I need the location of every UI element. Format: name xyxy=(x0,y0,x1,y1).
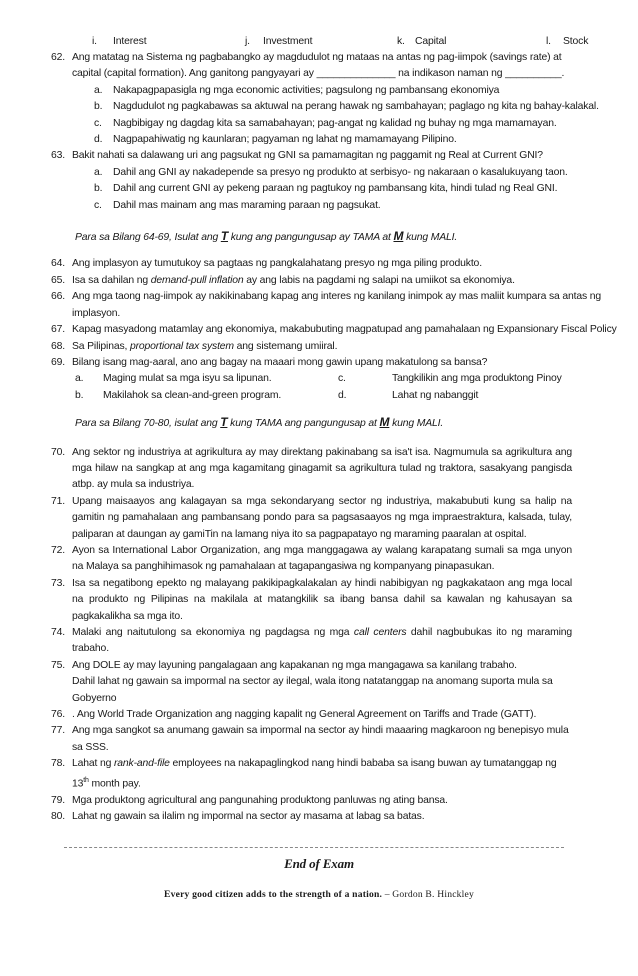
question-term: demand-pull inflation xyxy=(150,274,244,286)
question-63 xyxy=(0,148,638,164)
choice-l-text: Stock xyxy=(563,36,589,47)
choice-k-letter: k. xyxy=(397,36,405,47)
question-number: 69. xyxy=(51,356,65,368)
option-text: Nagpapahiwatig ng kaunlaran; pagyaman ng lahat ng mamamayang Pilipino. xyxy=(113,134,457,146)
question-75-cont xyxy=(0,674,638,707)
option-63a xyxy=(0,165,638,181)
question-text: . Ang World Trade Organization ang nagging kapalit ng General Agreement on Tariffs and Trade (GATT). xyxy=(72,709,537,720)
instruction-text: Para sa Bilang 64-69, Isulat ang xyxy=(75,232,221,244)
choices-row-ijkl xyxy=(0,34,638,50)
option-text: Nagdudulot ng pagkabawas sa aktuwal na perang hawak ng sambahayan; paglago ng kita ng bahay-kalakal. xyxy=(113,101,599,113)
question-number: 74. xyxy=(51,626,65,638)
choice-j-text: Investment xyxy=(263,36,313,47)
question-76 xyxy=(0,707,638,723)
question-text: Upang maisaayos ang kalagayan sa mga sekondaryang sector ng industriya, makabubuti kung sa halip na gamitin ng pamahalaan ang pambansang pondo para sa pagsasaayos ng mga impraestraktura, kalsada, tulay, paliparan at daungan ay gamiTin na lamang niya ito sa pagpapatayo ng maraming paaralan at ospital. xyxy=(72,495,572,540)
option-letter: c. xyxy=(94,117,102,129)
question-70 xyxy=(0,445,638,494)
option-text: Lahat ng nabanggit xyxy=(392,389,479,401)
question-72 xyxy=(0,543,638,576)
option-62c xyxy=(0,116,638,132)
question-79 xyxy=(0,793,638,809)
question-text: Bilang isang mag-aaral, ano ang bagay na maaari mong gawin upang makatulong sa bansa? xyxy=(72,356,488,368)
question-62 xyxy=(0,50,638,83)
question-number: 77. xyxy=(51,725,65,737)
option-text: Maging mulat sa mga isyu sa lipunan. xyxy=(103,373,272,385)
question-number: 76. xyxy=(51,709,65,720)
instruction-text: kung MALI. xyxy=(403,232,458,244)
question-65 xyxy=(0,273,638,289)
quote-author: – Gordon B. Hinckley xyxy=(382,888,474,900)
question-text: ang sistemang umiiral. xyxy=(233,340,338,352)
exam-page xyxy=(0,34,638,903)
option-text: Dahil mas mainam ang mas maraming paraan ng pagsukat. xyxy=(113,199,381,211)
option-text: Makilahok sa clean-and-green program. xyxy=(103,389,282,401)
option-letter: b. xyxy=(94,183,103,195)
question-text: Ang sektor ng industriya at agrikultura ay may direktang pakinabang sa isa't isa. Nagmumula sa agrikultura ang mga hilaw na sangkap at ang mga kagamitang ginagamit sa agrikultura tulad ng traktora, sasakyang pangisda atbp. ay mula sa industriya. xyxy=(72,446,572,491)
question-text: Sa Pilipinas, xyxy=(72,340,130,352)
question-number: 71. xyxy=(51,495,65,507)
option-letter: a. xyxy=(94,166,103,178)
question-67 xyxy=(0,322,638,338)
end-of-exam-title: End of Exam xyxy=(284,856,354,872)
option-text: Dahil ang GNI ay nakadepende sa presyo ng produkto at serbisyo- ng nakaraan o kasalukuyang taon. xyxy=(113,166,568,178)
question-64 xyxy=(0,256,638,272)
question-text: Mga produktong agricultural ang pangunahing produktong panluwas ng ating bansa. xyxy=(72,794,448,806)
question-text: Ayon sa International Labor Organization, ang mga manggagawa ay walang karapatang sumali sa mga unyon na Malaya sa panghihimasok ng pamahalaan at tagapangasiwa ng kompanyang pinapasukan. xyxy=(72,544,572,573)
question-number: 67. xyxy=(51,324,65,336)
question-text: Ang matatag na Sistema ng pagbabangko ay magdudulot ng mataas na antas ng pag-iimpok (savings rate) at capital (capital formation). Ang ganitong pangyayari ay ______________ na indikason naman ng __________. xyxy=(72,52,565,80)
option-letter: d. xyxy=(94,134,103,146)
instruction-70-80 xyxy=(0,414,638,432)
question-69 xyxy=(0,355,638,371)
false-mark: M xyxy=(393,229,404,244)
option-62b xyxy=(0,99,638,115)
question-text: Bakit nahati sa dalawang uri ang pagsukat ng GNI sa pamamagitan ng paggamit ng Real at Current GNI? xyxy=(72,150,543,162)
question-75 xyxy=(0,658,638,674)
question-term: proportional tax system xyxy=(129,340,234,352)
option-letter: a. xyxy=(75,373,84,385)
question-80 xyxy=(0,809,638,825)
true-mark: T xyxy=(220,229,228,244)
question-78 xyxy=(0,756,638,792)
option-letter: b. xyxy=(75,389,84,401)
question-number: 79. xyxy=(51,794,65,806)
question-number: 80. xyxy=(51,810,65,822)
question-number: 66. xyxy=(51,291,65,303)
option-letter: b. xyxy=(94,101,103,113)
question-number: 72. xyxy=(51,544,65,556)
question-text: Dahil lahat ng gawain sa impormal na sector ay ilegal, wala itong natatanggap na anomang suporta mula sa Gobyerno xyxy=(72,676,553,704)
question-77 xyxy=(0,723,638,756)
question-number: 78. xyxy=(51,758,65,770)
instruction-text: Para sa Bilang 70-80, isulat ang xyxy=(75,418,221,430)
option-letter: c. xyxy=(94,199,102,211)
option-63c xyxy=(0,198,638,214)
instruction-64-69 xyxy=(0,228,638,246)
question-number: 63. xyxy=(51,150,65,162)
question-term: call centers xyxy=(353,626,407,638)
instruction-text: kung TAMA ang pangungusap at xyxy=(227,418,380,430)
question-number: 64. xyxy=(51,258,65,270)
instruction-text: kung ang pangungusap ay TAMA at xyxy=(228,232,394,244)
question-68 xyxy=(0,339,638,355)
options-69-bd xyxy=(0,388,638,404)
option-62a xyxy=(0,83,638,99)
question-73 xyxy=(0,576,638,625)
question-74 xyxy=(0,625,638,658)
instruction-text: kung MALI. xyxy=(389,418,444,430)
false-mark: M xyxy=(379,415,390,430)
option-text: Tangkilikin ang mga produktong Pinoy xyxy=(392,373,562,385)
question-text: Lahat ng gawain sa ilalim ng impormal na sector ay masama at labag sa batas. xyxy=(72,810,425,822)
option-text: Nagbibigay ng dagdag kita sa samabahayan; pag-angat ng kalidad ng buhay ng mga mamamayan. xyxy=(113,117,557,129)
choice-j-letter: j. xyxy=(245,36,250,47)
question-text: Malaki ang naitutulong sa ekonomiya ng pagdagsa ng mga xyxy=(72,626,354,638)
question-text: Ang mga taong nag-iimpok ay nakikinabang kapag ang interes ng kanilang inimpok ay mas maliit kumpara sa antas ng xyxy=(72,291,602,303)
question-71 xyxy=(0,494,638,543)
option-text: Nakapagpapasigla ng mga economic activities; pagsulong ng pambansang ekonomiya xyxy=(113,84,500,96)
question-number: 62. xyxy=(51,52,65,63)
dashed-divider xyxy=(64,847,564,848)
question-text: Ang implasyon ay tumutukoy sa pagtaas ng pangkalahatang presyo ng mga piling produkto. xyxy=(72,258,482,270)
choice-k-text: Capital xyxy=(415,36,447,47)
option-63b xyxy=(0,181,638,197)
option-62d xyxy=(0,132,638,148)
question-number: 70. xyxy=(51,446,65,458)
question-text: employees na nakapaglingkod nang hindi bababa sa isang buwan ay tumatanggap ng 13 xyxy=(72,758,557,790)
question-term: rank-and-file xyxy=(113,758,170,770)
question-text: Lahat ng xyxy=(72,758,114,770)
question-66 xyxy=(0,289,638,305)
question-66-cont xyxy=(0,306,638,322)
question-number: 73. xyxy=(51,577,65,589)
true-mark: T xyxy=(220,415,228,430)
question-text: Kapag masyadong matamlay ang ekonomiya, makabubuting magpatupad ang pamahalaan ng Expansionary Fiscal Policy xyxy=(72,324,617,336)
question-number: 68. xyxy=(51,340,65,352)
superscript: th xyxy=(83,776,89,784)
quote-text: Every good citizen adds to the strength of a nation. xyxy=(164,888,383,900)
question-text: dahil nagbubukas ito ng maraming trabaho. xyxy=(72,626,572,655)
choice-i-text: Interest xyxy=(113,36,147,47)
question-number: 65. xyxy=(51,274,65,286)
closing-quote xyxy=(0,887,638,903)
question-number: 75. xyxy=(51,659,65,671)
option-letter: c. xyxy=(338,373,346,385)
option-letter: a. xyxy=(94,84,103,96)
question-text: Isa sa negatibong epekto ng malayang pakikipagkalakalan ay hindi nabibigyan ng pagkakataon ang mga local na produkto ng Pilipinas na makilala at matangkilik sa ibang bansa dahil sa kawalan ng kahusayan sa pagkakalikha sa mga ito. xyxy=(72,577,572,622)
question-text: Isa sa dahilan ng xyxy=(72,274,151,286)
question-text: Ang mga sangkot sa anumang gawain sa impormal na sector ay hindi maaaring magkaroon ng benepisyo mula sa SSS. xyxy=(72,725,569,753)
question-text: implasyon. xyxy=(72,307,121,319)
question-text: month pay. xyxy=(88,778,141,790)
question-text: Ang DOLE ay may layuning pangalagaan ang kapakanan ng mga mangagawa sa kanilang trabaho. xyxy=(72,659,517,671)
choice-i-letter: i. xyxy=(92,36,97,47)
option-text: Dahil ang current GNI ay pekeng paraan ng pagtukoy ng pambansang kita, hindi tulad ng Real GNI. xyxy=(113,183,558,195)
choice-l-letter: l. xyxy=(546,36,551,47)
options-69-ac xyxy=(0,371,638,387)
question-text: ay ang labis na pagdami ng salapi na umiikot sa ekonomiya. xyxy=(243,274,515,286)
option-letter: d. xyxy=(338,389,347,401)
